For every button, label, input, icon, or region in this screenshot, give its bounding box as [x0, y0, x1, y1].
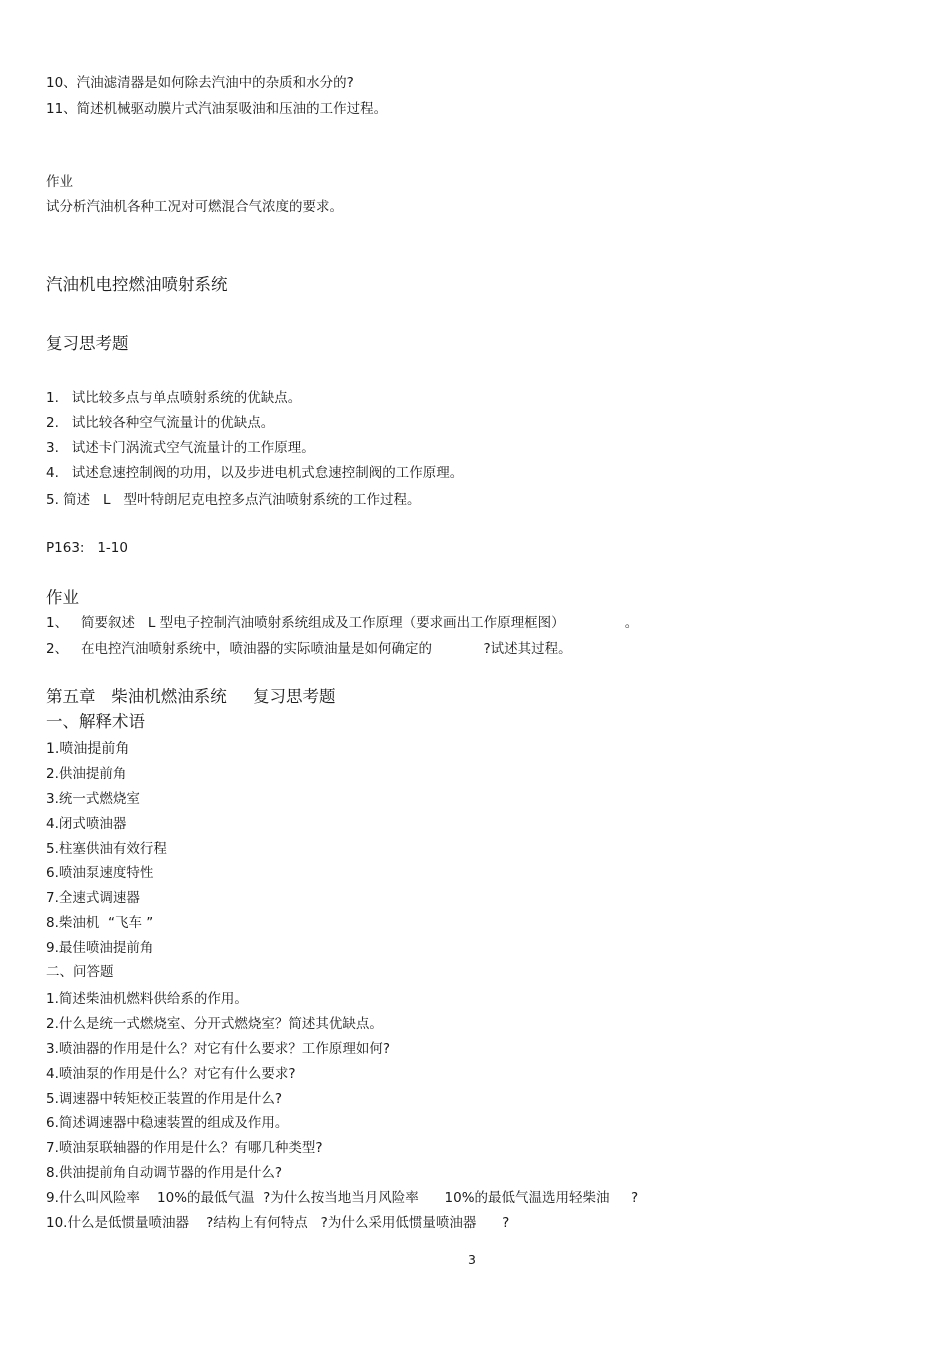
question-line: 1. 试比较多点与单点喷射系统的优缺点。 — [46, 390, 302, 406]
homework-item: 2、 在电控汽油喷射系统中，喷油器的实际喷油量是如何确定的 ?试述其过程。 — [46, 641, 572, 657]
question-line: 3. 试述卡门涡流式空气流量计的工作原理。 — [46, 440, 315, 456]
question-line: 4. 试述怠速控制阀的功用，以及步进电机式怠速控制阀的工作原理。 — [46, 465, 464, 481]
homework-title: 作业 — [46, 588, 79, 607]
question-line: 10、汽油滤清器是如何除去汽油中的杂质和水分的? — [46, 75, 354, 91]
homework-text: 试分析汽油机各种工况对可燃混合气浓度的要求。 — [46, 199, 343, 215]
term-item: 7.全速式调速器 — [46, 890, 140, 906]
question-line: 9.什么叫风险率 10%的最低气温 ?为什么按当地当月风险率 10%的最低气温选用轻柴油 ? — [46, 1190, 639, 1206]
term-item: 8.柴油机 “飞车 ” — [46, 915, 154, 931]
term-item: 2.供油提前角 — [46, 766, 127, 782]
question-line: 11、简述机械驱动膜片式汽油泵吸油和压油的工作过程。 — [46, 101, 388, 117]
term-item: 6.喷油泵速度特性 — [46, 865, 154, 881]
review-title: 复习思考题 — [46, 334, 129, 353]
question-line: 4.喷油泵的作用是什么？对它有什么要求? — [46, 1066, 296, 1082]
question-line: 1.简述柴油机燃料供给系的作用。 — [46, 991, 248, 1007]
question-line: 7.喷油泵联轴器的作用是什么？有哪几种类型? — [46, 1140, 323, 1156]
question-line: 2. 试比较各种空气流量计的优缺点。 — [46, 415, 275, 431]
question-line: 10.什么是低惯量喷油器 ?结构上有何特点 ?为什么采用低惯量喷油器 ? — [46, 1215, 510, 1231]
homework-item: 1、 简要叙述 L 型电子控制汽油喷射系统组成及工作原理（要求画出工作原理框图） 。 — [46, 615, 639, 631]
term-item: 4.闭式喷油器 — [46, 816, 127, 832]
question-line: 5. 简述 L 型叶特朗尼克电控多点汽油喷射系统的工作过程。 — [46, 492, 421, 508]
question-line: 3.喷油器的作用是什么？对它有什么要求？工作原理如何? — [46, 1041, 391, 1057]
term-item: 3.统一式燃烧室 — [46, 791, 140, 807]
page-number: 3 — [468, 1252, 476, 1267]
question-line: 6.简述调速器中稳速装置的组成及作用。 — [46, 1115, 289, 1131]
question-line: 8.供油提前角自动调节器的作用是什么? — [46, 1165, 283, 1181]
part-title: 二、问答题 — [46, 964, 114, 980]
page-reference: P163: 1-10 — [46, 540, 128, 556]
question-line: 2.什么是统一式燃烧室、分开式燃烧室？简述其优缺点。 — [46, 1016, 383, 1032]
part-title: 一、解释术语 — [46, 712, 145, 731]
term-item: 9.最佳喷油提前角 — [46, 940, 154, 956]
section-title: 汽油机电控燃油喷射系统 — [46, 275, 228, 294]
term-item: 5.柱塞供油有效行程 — [46, 841, 167, 857]
question-line: 5.调速器中转矩校正装置的作用是什么? — [46, 1091, 283, 1107]
homework-title: 作业 — [46, 174, 73, 190]
chapter-title: 第五章 柴油机燃油系统 复习思考题 — [46, 687, 336, 706]
term-item: 1.喷油提前角 — [46, 741, 130, 757]
